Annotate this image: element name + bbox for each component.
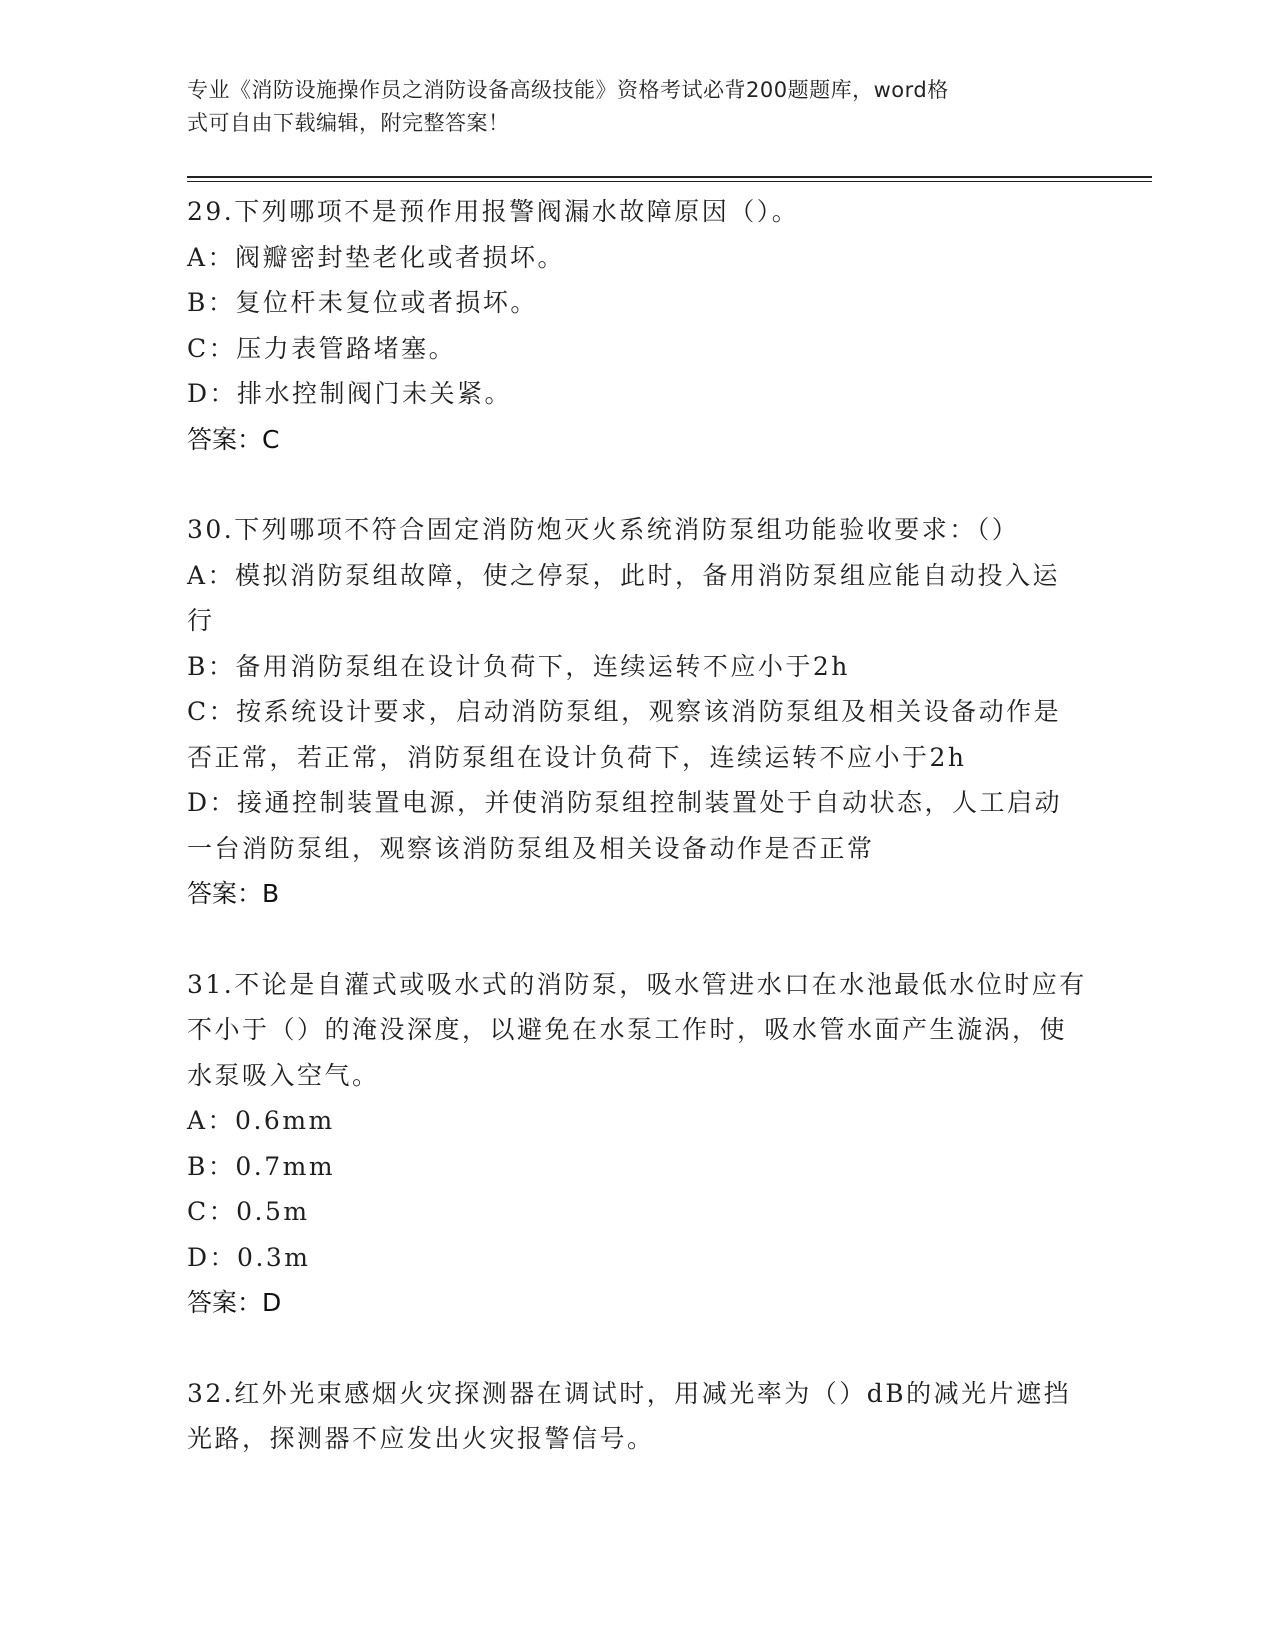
question-32 (187, 1371, 1087, 1462)
document-header (187, 74, 1067, 140)
option-c: C：按系统设计要求，启动消防泵组，观察该消防泵组及相关设备动作是否正常，若正常，消防泵组在设计负荷下，连续运转不应小于2h (187, 697, 1062, 772)
option-a: A：阀瓣密封垫老化或者损坏。 (187, 242, 566, 272)
answer: 答案：C (187, 424, 280, 454)
option-b: B：0.7mm (187, 1151, 336, 1181)
option-a: A：模拟消防泵组故障，使之停泵，此时，备用消防泵组应能自动投入运行 (187, 560, 1061, 635)
option-c: C：0.5m (187, 1197, 310, 1226)
answer: 答案：D (187, 1288, 282, 1317)
question-spacer (187, 917, 1087, 962)
question-text: 29.下列哪项不是预作用报警阀漏水故障原因（）。 (187, 197, 800, 226)
question-spacer (187, 1326, 1087, 1371)
question-31 (187, 962, 1087, 1326)
header-divider-thin (187, 181, 1152, 182)
question-text: 30.下列哪项不符合固定消防炮灭火系统消防泵组功能验收要求：（） (187, 515, 1020, 544)
option-d: D：排水控制阀门未关紧。 (187, 379, 513, 408)
question-30 (187, 507, 1087, 917)
option-d: D：0.3m (187, 1242, 311, 1272)
option-b: B：备用消防泵组在设计负荷下，连续运转不应小于2h (187, 651, 850, 681)
option-d: D：接通控制装置电源，并使消防泵组控制装置处于自动状态，人工启动一台消防泵组，观察该消防泵组及相关设备动作是否正常 (187, 788, 1063, 863)
header-line-1: 专业《消防设施操作员之消防设备高级技能》资格考试必背200题题库，word格 (187, 78, 949, 102)
option-b: B：复位杆未复位或者损坏。 (187, 288, 538, 317)
question-spacer (187, 462, 1087, 507)
option-c: C：压力表管路堵塞。 (187, 333, 457, 363)
option-a: A：0.6mm (187, 1106, 335, 1135)
header-line-2: 式可自由下载编辑，附完整答案！ (187, 111, 510, 135)
question-29 (187, 189, 1087, 462)
header-divider-thick (187, 176, 1152, 178)
question-text: 31.不论是自灌式或吸水式的消防泵，吸水管进水口在水池最低水位时应有不小于（）的淹没深度，以避免在水泵工作时，吸水管水面产生漩涡，使水泵吸入空气。 (187, 969, 1087, 1090)
question-text: 32.红外光束感烟火灾探测器在调试时，用减光率为（）dB的减光片遮挡光路，探测器不应发出火灾报警信号。 (187, 1378, 1072, 1453)
question-list (187, 189, 1087, 1462)
answer: 答案：B (187, 879, 280, 908)
